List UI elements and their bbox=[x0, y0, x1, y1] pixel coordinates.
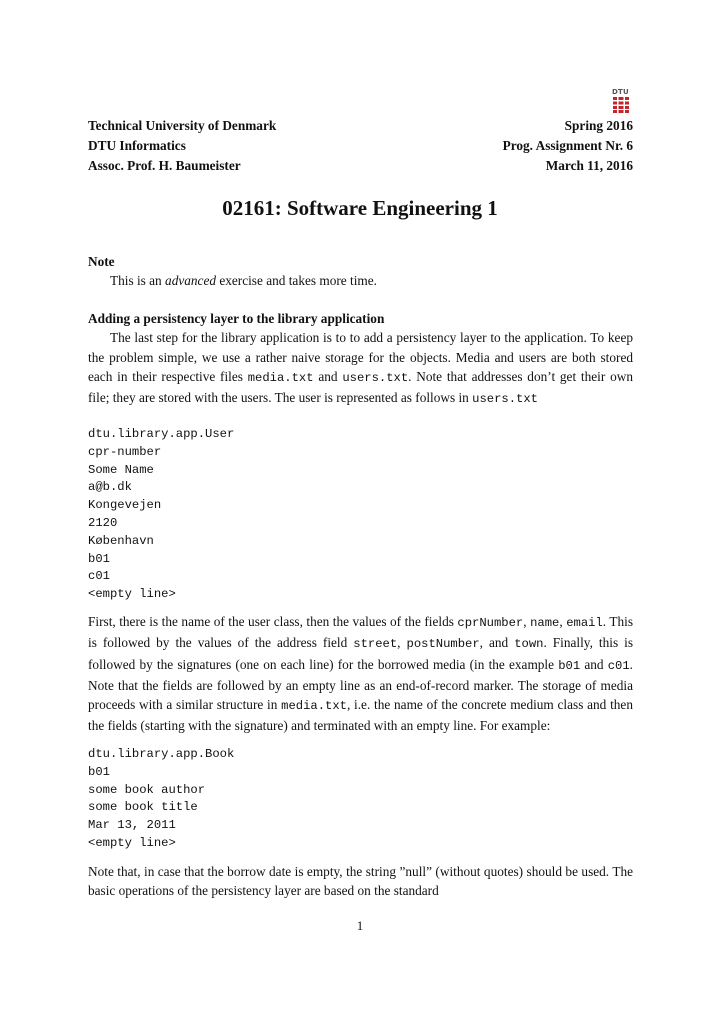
header-author: Assoc. Prof. H. Baumeister bbox=[88, 158, 241, 173]
header-department: DTU Informatics bbox=[88, 138, 186, 153]
header-institution: Technical University of Denmark bbox=[88, 118, 277, 133]
header-term: Spring 2016 bbox=[564, 118, 633, 133]
persistency-section bbox=[88, 309, 633, 409]
intro-paragraph: The last step for the library application is to to add a persistency layer to the application. To keep the problem simple, we use a rather naive storage for the objects. Media and users are both stored each in their respective files media.txt and users.txt. Note that addresses don’t get their own file; they are stored with the users. The user is represented as follows in users.txt bbox=[88, 330, 633, 407]
dtu-logo-mark bbox=[612, 97, 630, 113]
section-heading: Adding a persistency layer to the library application bbox=[88, 311, 385, 326]
note-text: This is an advanced exercise and takes more time. bbox=[110, 273, 377, 289]
user-record-code: dtu.library.app.User cpr-number Some Name a@b.dk Kongevejen 2120 København b01 c01 <empty line> bbox=[88, 427, 235, 602]
header-assignment: Prog. Assignment Nr. 6 bbox=[502, 138, 633, 153]
note-heading: Note bbox=[88, 254, 115, 269]
page-number: 1 bbox=[356, 918, 364, 933]
document-header bbox=[88, 116, 633, 176]
dtu-logo-text: DTU bbox=[612, 88, 629, 96]
document-title: 02161: Software Engineering 1 bbox=[222, 196, 498, 220]
book-record-code: dtu.library.app.Book b01 some book author some book title Mar 13, 2011 <empty line> bbox=[88, 747, 235, 850]
dtu-logo bbox=[612, 88, 632, 114]
header-date: March 11, 2016 bbox=[545, 158, 633, 173]
note-section bbox=[88, 252, 633, 291]
null-date-paragraph: Note that, in case that the borrow date is empty, the string ”null” (without quotes) should be used. The basic operations of the persistency layer are based on the standard bbox=[88, 864, 633, 899]
user-format-paragraph: First, there is the name of the user class, then the values of the fields cprNumber, name, email. This is followed by the values of the address field street, postNumber, and town. Finally, this is followed by the signatures (one on each line) for the borrowed media (in the example b01 and c01. Note that the fields are followed by an empty line as an end-of-record marker. The storage of media proceeds with a similar structure in media.txt, i.e. the name of the concrete medium class and then the fields (starting with the signature) and terminated with an empty line. For example: bbox=[88, 614, 634, 734]
